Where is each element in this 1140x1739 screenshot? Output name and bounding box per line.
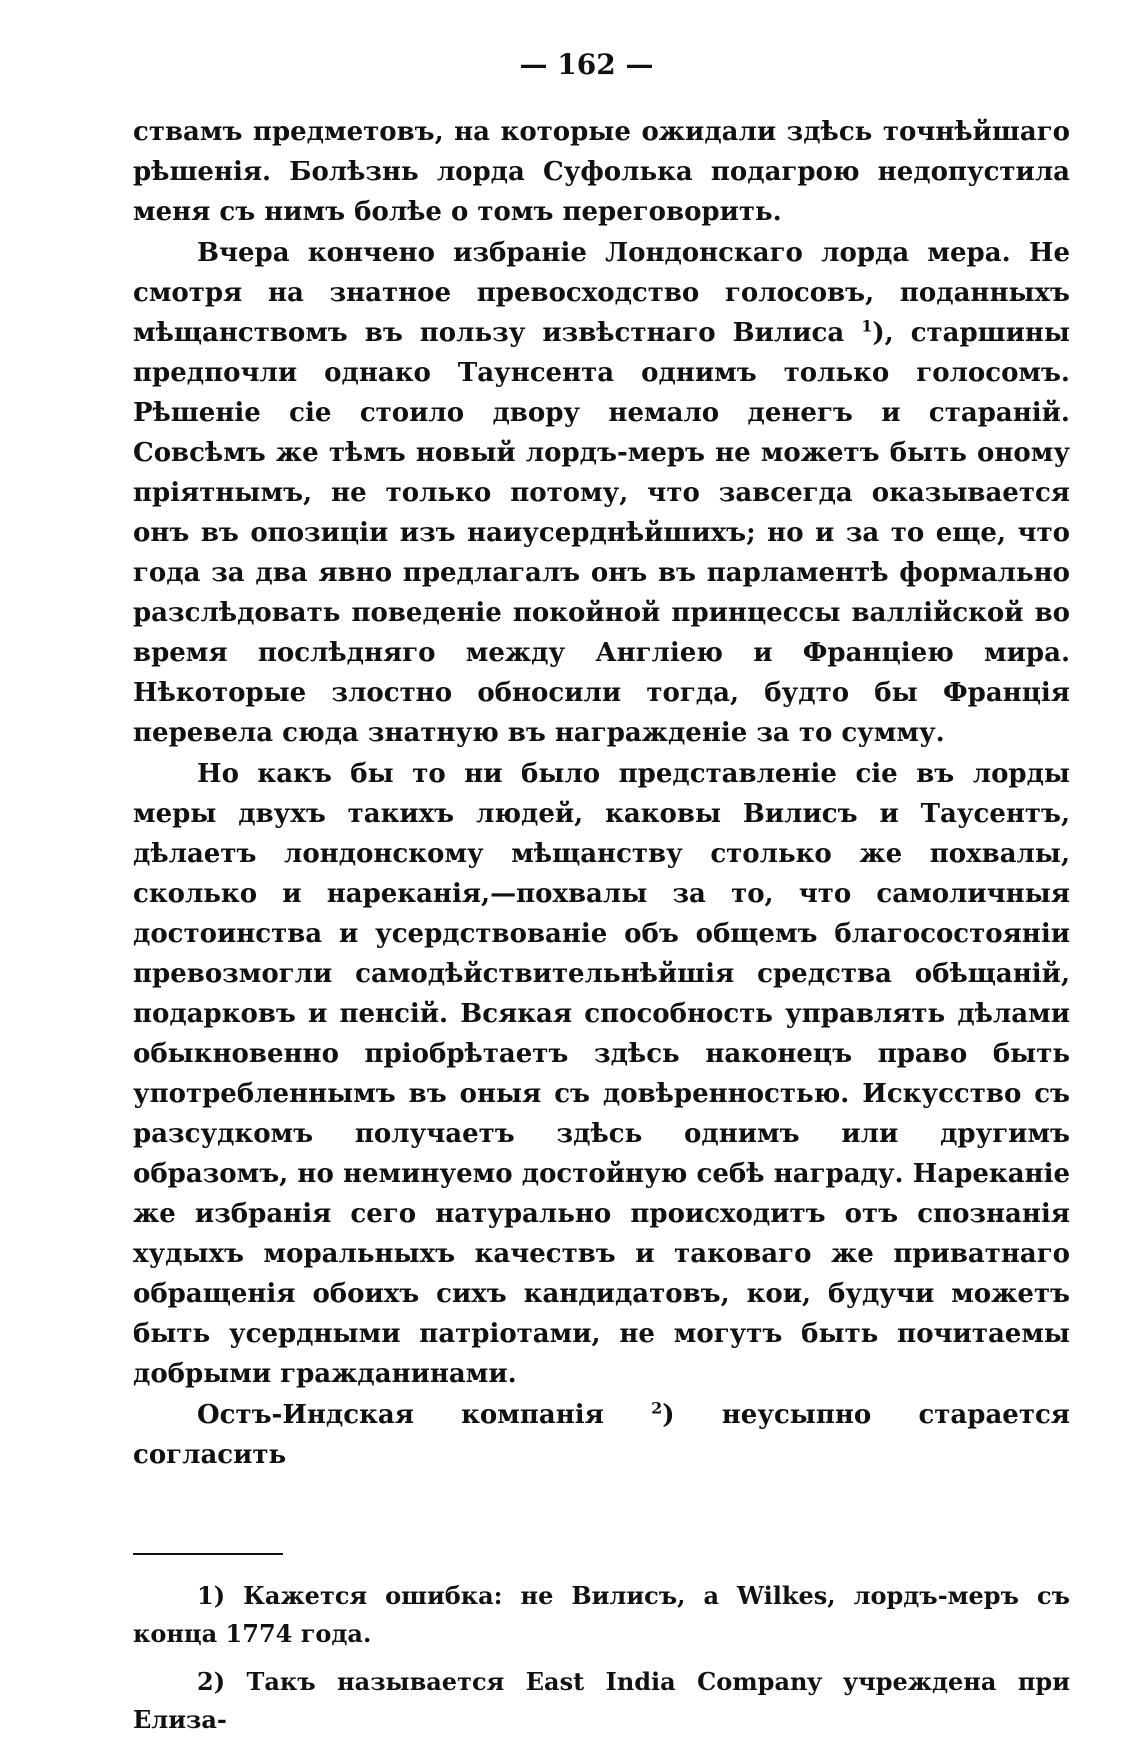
page-number: — 162 — [519, 48, 654, 81]
footnote-reference-1: 1 [861, 316, 873, 336]
footnote-mark: 2) [197, 1667, 226, 1696]
paragraph-text: ), старшины предпочли однако Таунсента однимъ только голосомъ. Рѣшеніе сіе стоило двору немало денегъ и стараній. Совсѣмъ же тѣмъ новый лордъ-меръ не можетъ быть оному пріятнымъ, не только потому, что завсегда оказывается онъ въ опозиціи изъ наиусерднѣйшихъ; но и за то еще, что года за два явно предлагалъ онъ въ парламентѣ формально разслѣдовать поведеніе покойной принцессы валлійской во время послѣдняго между Англіею и Франціею мира. Нѣкоторые злостно обносили тогда, будто бы Франція перевела сюда знатную въ награжденіе за то сумму. [133, 318, 1070, 748]
paragraph-text: Остъ-Индская компанія [197, 1400, 604, 1430]
body-text [133, 112, 1070, 1475]
footnote-divider [133, 1553, 283, 1555]
footnote-reference-2: 2 [651, 1398, 663, 1418]
footnote-1 [133, 1577, 1070, 1653]
footnote-text: Кажется ошибка: не Вилисъ, а Wilkes, лордъ-меръ съ конца 1774 года. [133, 1581, 1070, 1648]
footnote-2 [133, 1663, 1070, 1739]
footnote-text: Такъ называется East India Company учреждена при Елиза- [133, 1667, 1070, 1734]
paragraph-lord-mayor-election [133, 233, 1070, 753]
paragraph-continuation: ствамъ предметовъ, на которые ожидали здѣсь точнѣйшаго рѣшенія. Болѣзнь лорда Суфолька подагрою недопустила меня съ нимъ болѣе о томъ переговорить. [133, 117, 1070, 227]
footnote-mark: 1) [197, 1581, 226, 1610]
footnotes [133, 1577, 1070, 1739]
paragraph-text: Вчера кончено избраніе Лондонскаго лорда мера. Не смотря на знатное превосходство голосовъ, поданныхъ мѣщанствомъ въ пользу извѣстнаго Вилиса [133, 238, 1070, 348]
paragraph-praise-and-reproach: Но какъ бы то ни было представленіе сіе въ лорды меры двухъ такихъ людей, каковы Вилисъ и Таусентъ, дѣлаетъ лондонскому мѣщанству столько же похвалы, сколько и нареканія,—похвалы за то, что самоличныя достоинства и усердствованіе объ общемъ благосостояніи превозмогли самодѣйствительнѣйшія средства обѣщаній, подарковъ и пенсій. Всякая способность управлять дѣлами обыкновенно пріобрѣтаетъ здѣсь наконецъ право быть употребленнымъ въ оныя съ довѣренностью. Искусство съ разсудкомъ получаетъ здѣсь однимъ или другимъ образомъ, но неминуемо достойную себѣ награду. Нареканіе же избранія сего натурально происходитъ отъ спознанія худыхъ моральныхъ качествъ и таковаго же приватнаго обращенія обоихъ сихъ кандидатовъ, кои, будучи можетъ быть усердными патріотами, не могутъ быть почитаемы добрыми гражданинами. [133, 759, 1070, 1389]
paragraph-east-india-company [133, 1395, 1070, 1475]
paragraph-text: ) неусыпно старается согласить [133, 1400, 1070, 1470]
